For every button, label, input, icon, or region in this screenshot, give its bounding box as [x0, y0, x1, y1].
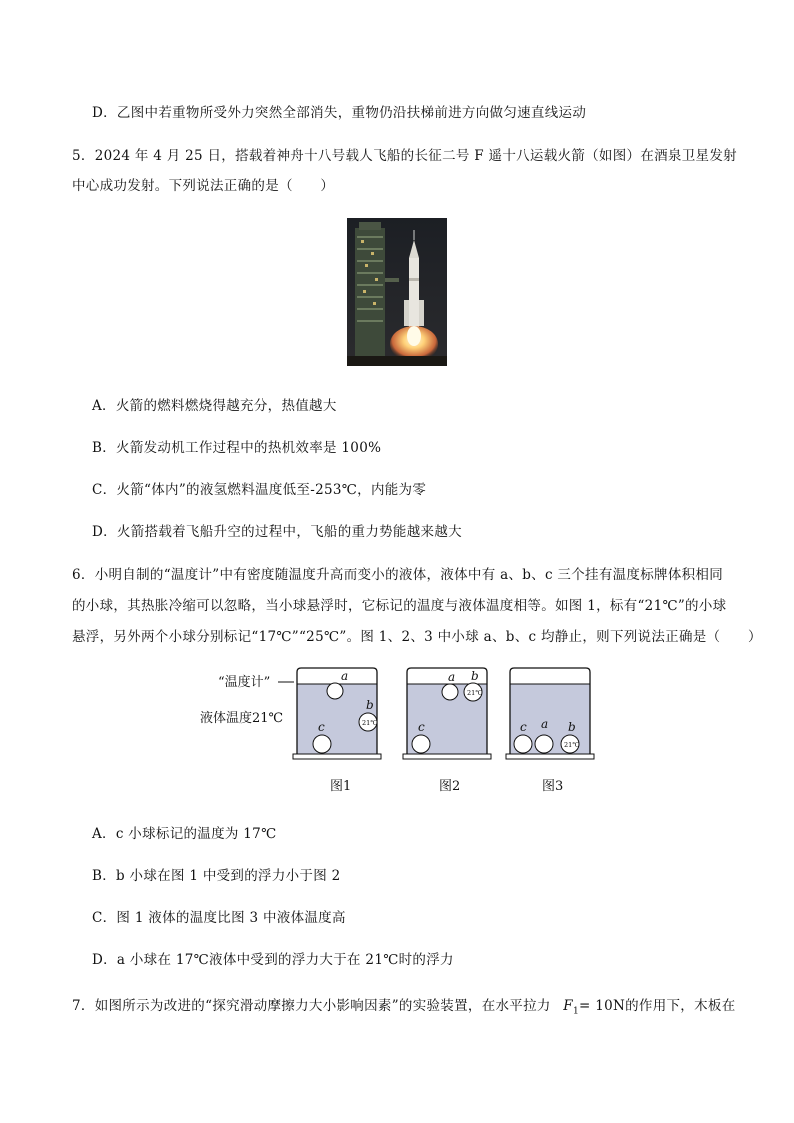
label-liquid-temp: 液体温度21℃	[200, 711, 284, 726]
ball-c-fig2	[412, 735, 430, 753]
ball-a-fig2	[442, 684, 458, 700]
ball-c-label-fig2: c	[418, 720, 425, 734]
q5-option-c: C．火箭“体内”的液氢燃料温度低至-253℃，内能为零	[92, 482, 427, 498]
ball-c-fig1	[313, 735, 331, 753]
q6-stem-line2: 的小球，其热胀冷缩可以忽略，当小球悬浮时，它标记的温度与液体温度相等。如图 1，标有“21℃”的小球	[72, 598, 727, 614]
q5-option-a: A．火箭的燃料燃烧得越充分，热值越大	[92, 398, 337, 414]
q7-stem-start: 7．如图所示为改进的“探究滑动摩擦力大小影响因素”的实验装置，在水平拉力	[72, 998, 551, 1014]
q6-option-c: C．图 1 液体的温度比图 3 中液体温度高	[92, 910, 346, 926]
ball-a-label-fig1: a	[341, 669, 349, 683]
q5-option-b: B．火箭发动机工作过程中的热机效率是 100%	[92, 440, 382, 456]
q6-option-d: D．a 小球在 17℃液体中受到的浮力大于在 21℃时的浮力	[92, 952, 454, 968]
ball-c-label-fig1: c	[318, 720, 325, 734]
ball-b-label-fig3: b	[568, 720, 576, 734]
q6-stem-line3: 悬浮，另外两个小球分别标记“17℃”“25℃”。图 1、2、3 中小球 a、b、c 均静止，则下列说法正确是（ ）	[72, 629, 762, 645]
ball-c-label-fig3: c	[520, 720, 527, 734]
q7-stem-end: 的作用下，木板在	[625, 998, 736, 1014]
caption-fig1: 图1	[330, 779, 352, 794]
force-subscript: 1	[572, 1006, 579, 1017]
ball-b-tag-fig3: 21℃	[564, 741, 580, 749]
q6-option-b: B．b 小球在图 1 中受到的浮力小于图 2	[92, 868, 341, 884]
q5-stem-line1: 5．2024 年 4 月 25 日，搭载着神舟十八号载人飞船的长征二号 F 遥十八运载火箭（如图）在酒泉卫星发射	[72, 148, 737, 164]
q4-option-d: D．乙图中若重物所受外力突然全部消失，重物仍沿扶梯前进方向做匀速直线运动	[92, 105, 587, 121]
q5-option-d: D．火箭搭载着飞船升空的过程中，飞船的重力势能越来越大	[92, 524, 462, 540]
ball-c-fig3	[514, 735, 532, 753]
ball-a-fig3	[535, 735, 553, 753]
label-thermometer: “温度计”	[218, 675, 271, 690]
ball-b-label-fig1: b	[366, 698, 374, 712]
force-value: = 10N	[579, 998, 626, 1014]
beaker-3	[506, 668, 594, 759]
q5-stem-line2: 中心成功发射。下列说法正确的是（ ）	[72, 178, 335, 194]
q6-stem-line1: 6．小明自制的“温度计”中有密度随温度升高而变小的液体，液体中有 a、b、c 三个挂有温度标牌体积相同	[72, 567, 724, 583]
force-symbol: F	[563, 998, 573, 1014]
beaker-2	[403, 668, 491, 759]
q7-stem	[72, 994, 736, 1017]
q6-option-a: A．c 小球标记的温度为 17℃	[92, 826, 277, 842]
caption-fig2: 图2	[439, 779, 461, 794]
q7-force-label	[563, 998, 626, 1017]
ball-b-tag-fig2: 21℃	[467, 689, 483, 697]
ball-a-fig1	[327, 683, 343, 699]
ball-a-label-fig2: a	[448, 670, 456, 684]
ball-a-label-fig3: a	[541, 717, 549, 731]
caption-fig3: 图3	[542, 779, 564, 794]
thermometer-beakers-figure	[196, 664, 596, 794]
rocket-launch-photo	[347, 218, 447, 366]
ball-b-tag-fig1: 21℃	[362, 719, 378, 727]
ball-b-label-fig2: b	[471, 669, 479, 683]
beaker-1	[293, 668, 381, 759]
